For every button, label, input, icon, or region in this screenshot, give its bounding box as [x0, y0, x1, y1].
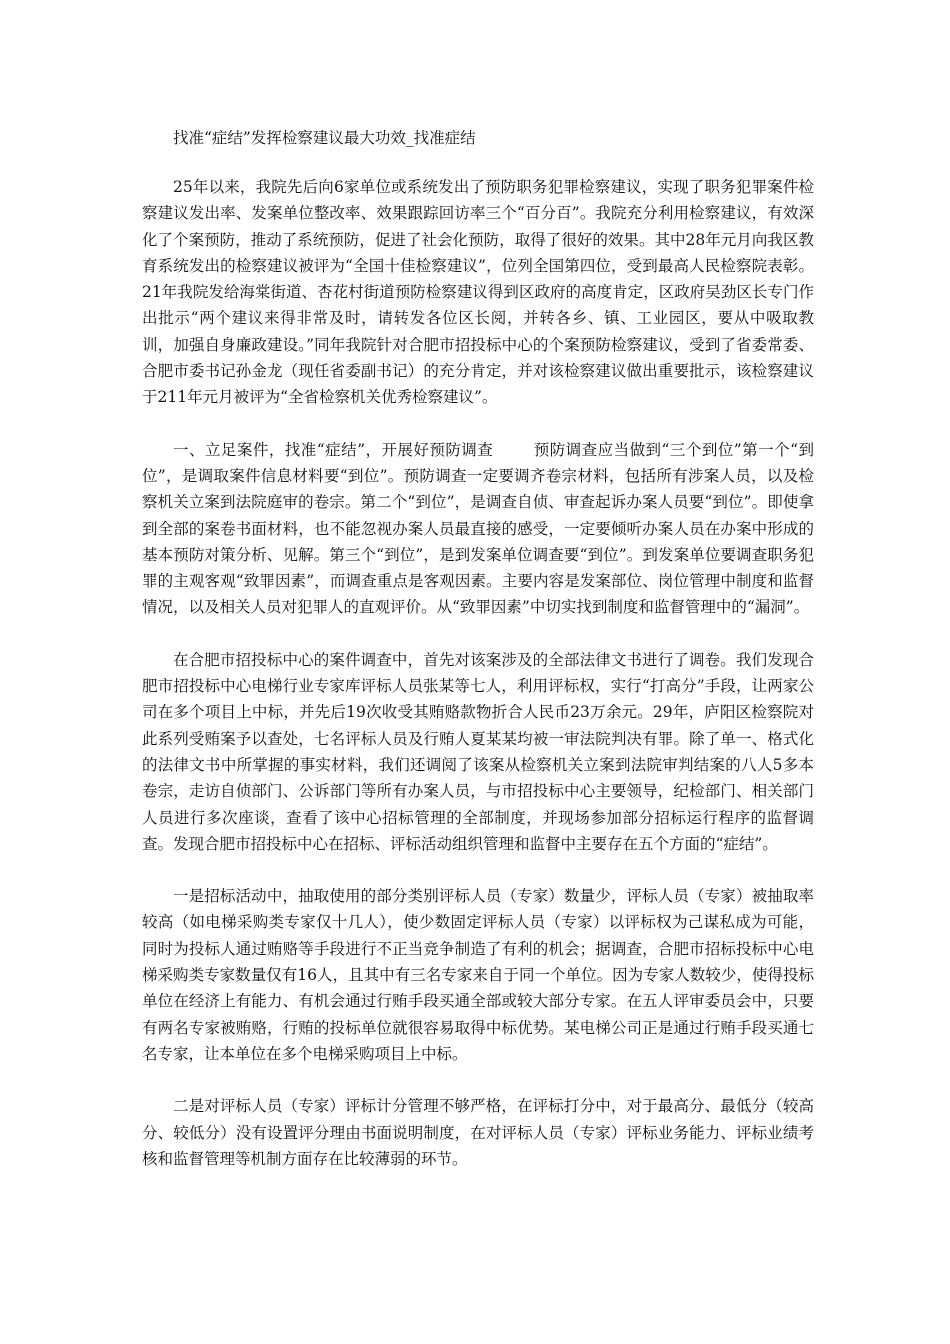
paragraph-issue-two: 二是对评标人员（专家）评标计分管理不够严格，在评标打分中，对于最高分、最低分（较高分、较低分）没有设置评分理由书面说明制度，在对评标人员（专家）评标业务能力、评标业绩考核和监督管理等机制方面存在比较薄弱的环节。: [142, 1097, 814, 1168]
document-page: [142, 126, 814, 1198]
paragraph-intro: 25年以来，我院先后向6家单位或系统发出了预防职务犯罪检察建议，实现了职务犯罪案件检察建议发出率、发案单位整改率、效果跟踪回访率三个“百分百”。我院充分利用检察建议，有效深化了个案预防，推动了系统预防，促进了社会化预防，取得了很好的效果。其中28年元月向我区教育系统发出的检察建议被评为“全国十佳检察建议”，位列全国第四位，受到最高人民检察院表彰。21年我院发给海棠街道、杏花村街道预防检察建议得到区政府的高度肯定，区政府吴劲区长专门作出批示“两个建议来得非常及时，请转发各位区长阅，并转各乡、镇、工业园区，要从中吸取教训，加强自身廉政建设。”同年我院针对合肥市招投标中心的个案预防检察建议，受到了省委常委、合肥市委书记孙金龙（现任省委副书记）的充分肯定，并对该检察建议做出重要批示，该检察建议于211年元月被评为“全省检察机关优秀检察建议”。: [142, 178, 814, 407]
paragraph-investigation: 在合肥市招投标中心的案件调查中，首先对该案涉及的全部法律文书进行了调卷。我们发现合肥市招投标中心电梯行业专家库评标人员张某等七人，利用评标权，实行“打高分”手段，让两家公司在多个项目上中标，并先后19次收受其贿赂款物折合人民币23万余元。29年，庐阳区检察院对此系列受贿案予以查处，七名评标人员及行贿人夏某某均被一审法院判决有罪。除了单一、格式化的法律文书中所掌握的事实材料，我们还调阅了该案从检察机关立案到法院审判结案的八人5多本卷宗，走访自侦部门、公诉部门等所有办案人员，与市招投标中心主要领导，纪检部门、相关部门人员进行多次座谈，查看了该中心招标管理的全部制度，并现场参加部分招标运行程序的监督调查。发现合肥市招投标中心在招标、评标活动组织管理和监督中主要存在五个方面的“症结”。: [142, 650, 814, 853]
paragraph-section1: [142, 437, 814, 621]
section1-text: 预防调查应当做到“三个到位”第一个“到位”，是调取案件信息材料要“到位”。预防调查一定要调齐卷宗材料，包括所有涉案人员，以及检察机关立案到法院庭审的卷宗。第二个“到位”，是调查自侦、审查起诉办案人员要“到位”。即使拿到全部的案卷书面材料，也不能忽视办案人员最直接的感受，一定要倾听办案人员在办案中形成的基本预防对策分析、见解。第三个“到位”，是到发案单位调查要“到位”。到发案单位要调查职务犯罪的主观客观“致罪因素”，而调查重点是客观因素。主要内容是发案部位、岗位管理中制度和监督情况，以及相关人员对犯罪人的直观评价。从“致罪因素”中切实找到制度和监督管理中的“漏洞”。: [142, 440, 814, 617]
document-title: 找准“症结”发挥检察建议最大功效_找准症结: [173, 129, 476, 147]
section1-heading: 一、立足案件，找准“症结”，开展好预防调查: [173, 440, 494, 459]
paragraph-issue-one: 一是招标活动中，抽取使用的部分类别评标人员（专家）数量少，评标人员（专家）被抽取率较高（如电梯采购类专家仅十几人），使少数固定评标人员（专家）以评标权为己谋私成为可能，同时为投标人通过贿赂等手段进行不正当竞争制造了有利的机会；据调查，合肥市招标投标中心电梯采购类专家数量仅有16人，且其中有三名专家来自于同一个单位。因为专家人数较少，使得投标单位在经济上有能力、有机会通过行贿手段买通全部或较大部分专家。在五人评审委员会中，只要有两名专家被贿赂，行贿的投标单位就很容易取得中标优势。某电梯公司正是通过行贿手段买通七名专家，让本单位在多个电梯采购项目上中标。: [142, 887, 814, 1063]
